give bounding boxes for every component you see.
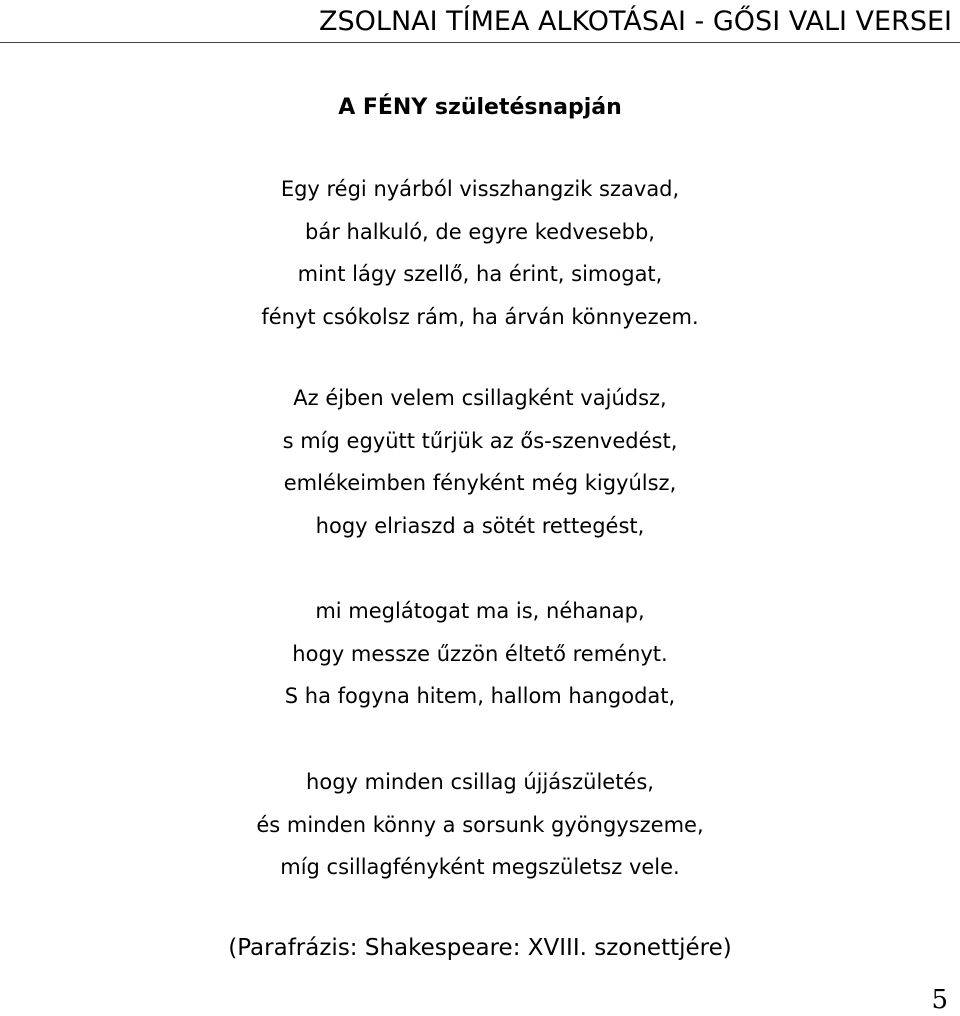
poem-line: bár halkuló, de egyre kedvesebb, bbox=[305, 219, 655, 244]
poem-line: s míg együtt tűrjük az ős-szenvedést, bbox=[282, 428, 678, 453]
poem-line: S ha fogyna hitem, hallom hangodat, bbox=[284, 684, 676, 708]
running-header: ZSOLNAI TÍMEA ALKOTÁSAI - GŐSI VALI VERSEI bbox=[319, 6, 952, 37]
page-number: 5 bbox=[931, 985, 948, 1015]
poem-line: hogy elriaszd a sötét rettegést, bbox=[315, 513, 645, 538]
paraphrase-credit: (Parafrázis: Shakespeare: XVIII. szonettjére) bbox=[228, 935, 732, 961]
poem-line: Egy régi nyárból visszhangzik szavad, bbox=[280, 177, 680, 201]
stanza-2 bbox=[0, 377, 960, 547]
header-rule bbox=[0, 42, 960, 43]
poem-line: és minden könny a sorsunk gyöngyszeme, bbox=[256, 812, 704, 837]
poem-line: hogy minden csillag újjászületés, bbox=[306, 770, 654, 794]
poem-line: emlékeimben fényként még kigyúlsz, bbox=[283, 471, 677, 495]
poem-line: hogy messze űzzön éltető reményt. bbox=[292, 641, 668, 666]
poem-title: A FÉNY születésnapján bbox=[338, 95, 622, 120]
poem-line: fényt csókolsz rám, ha árván könnyezem. bbox=[261, 304, 699, 329]
poem-line: mint lágy szellő, ha érint, simogat, bbox=[297, 262, 663, 286]
poem-line: Az éjben velem csillagként vajúdsz, bbox=[293, 386, 667, 410]
stanza-4 bbox=[0, 761, 960, 889]
stanza-3 bbox=[0, 590, 960, 718]
stanza-1 bbox=[0, 168, 960, 338]
poem-line: míg csillagfényként megszületsz vele. bbox=[280, 855, 680, 879]
poem-line: mi meglátogat ma is, néhanap, bbox=[315, 599, 645, 623]
